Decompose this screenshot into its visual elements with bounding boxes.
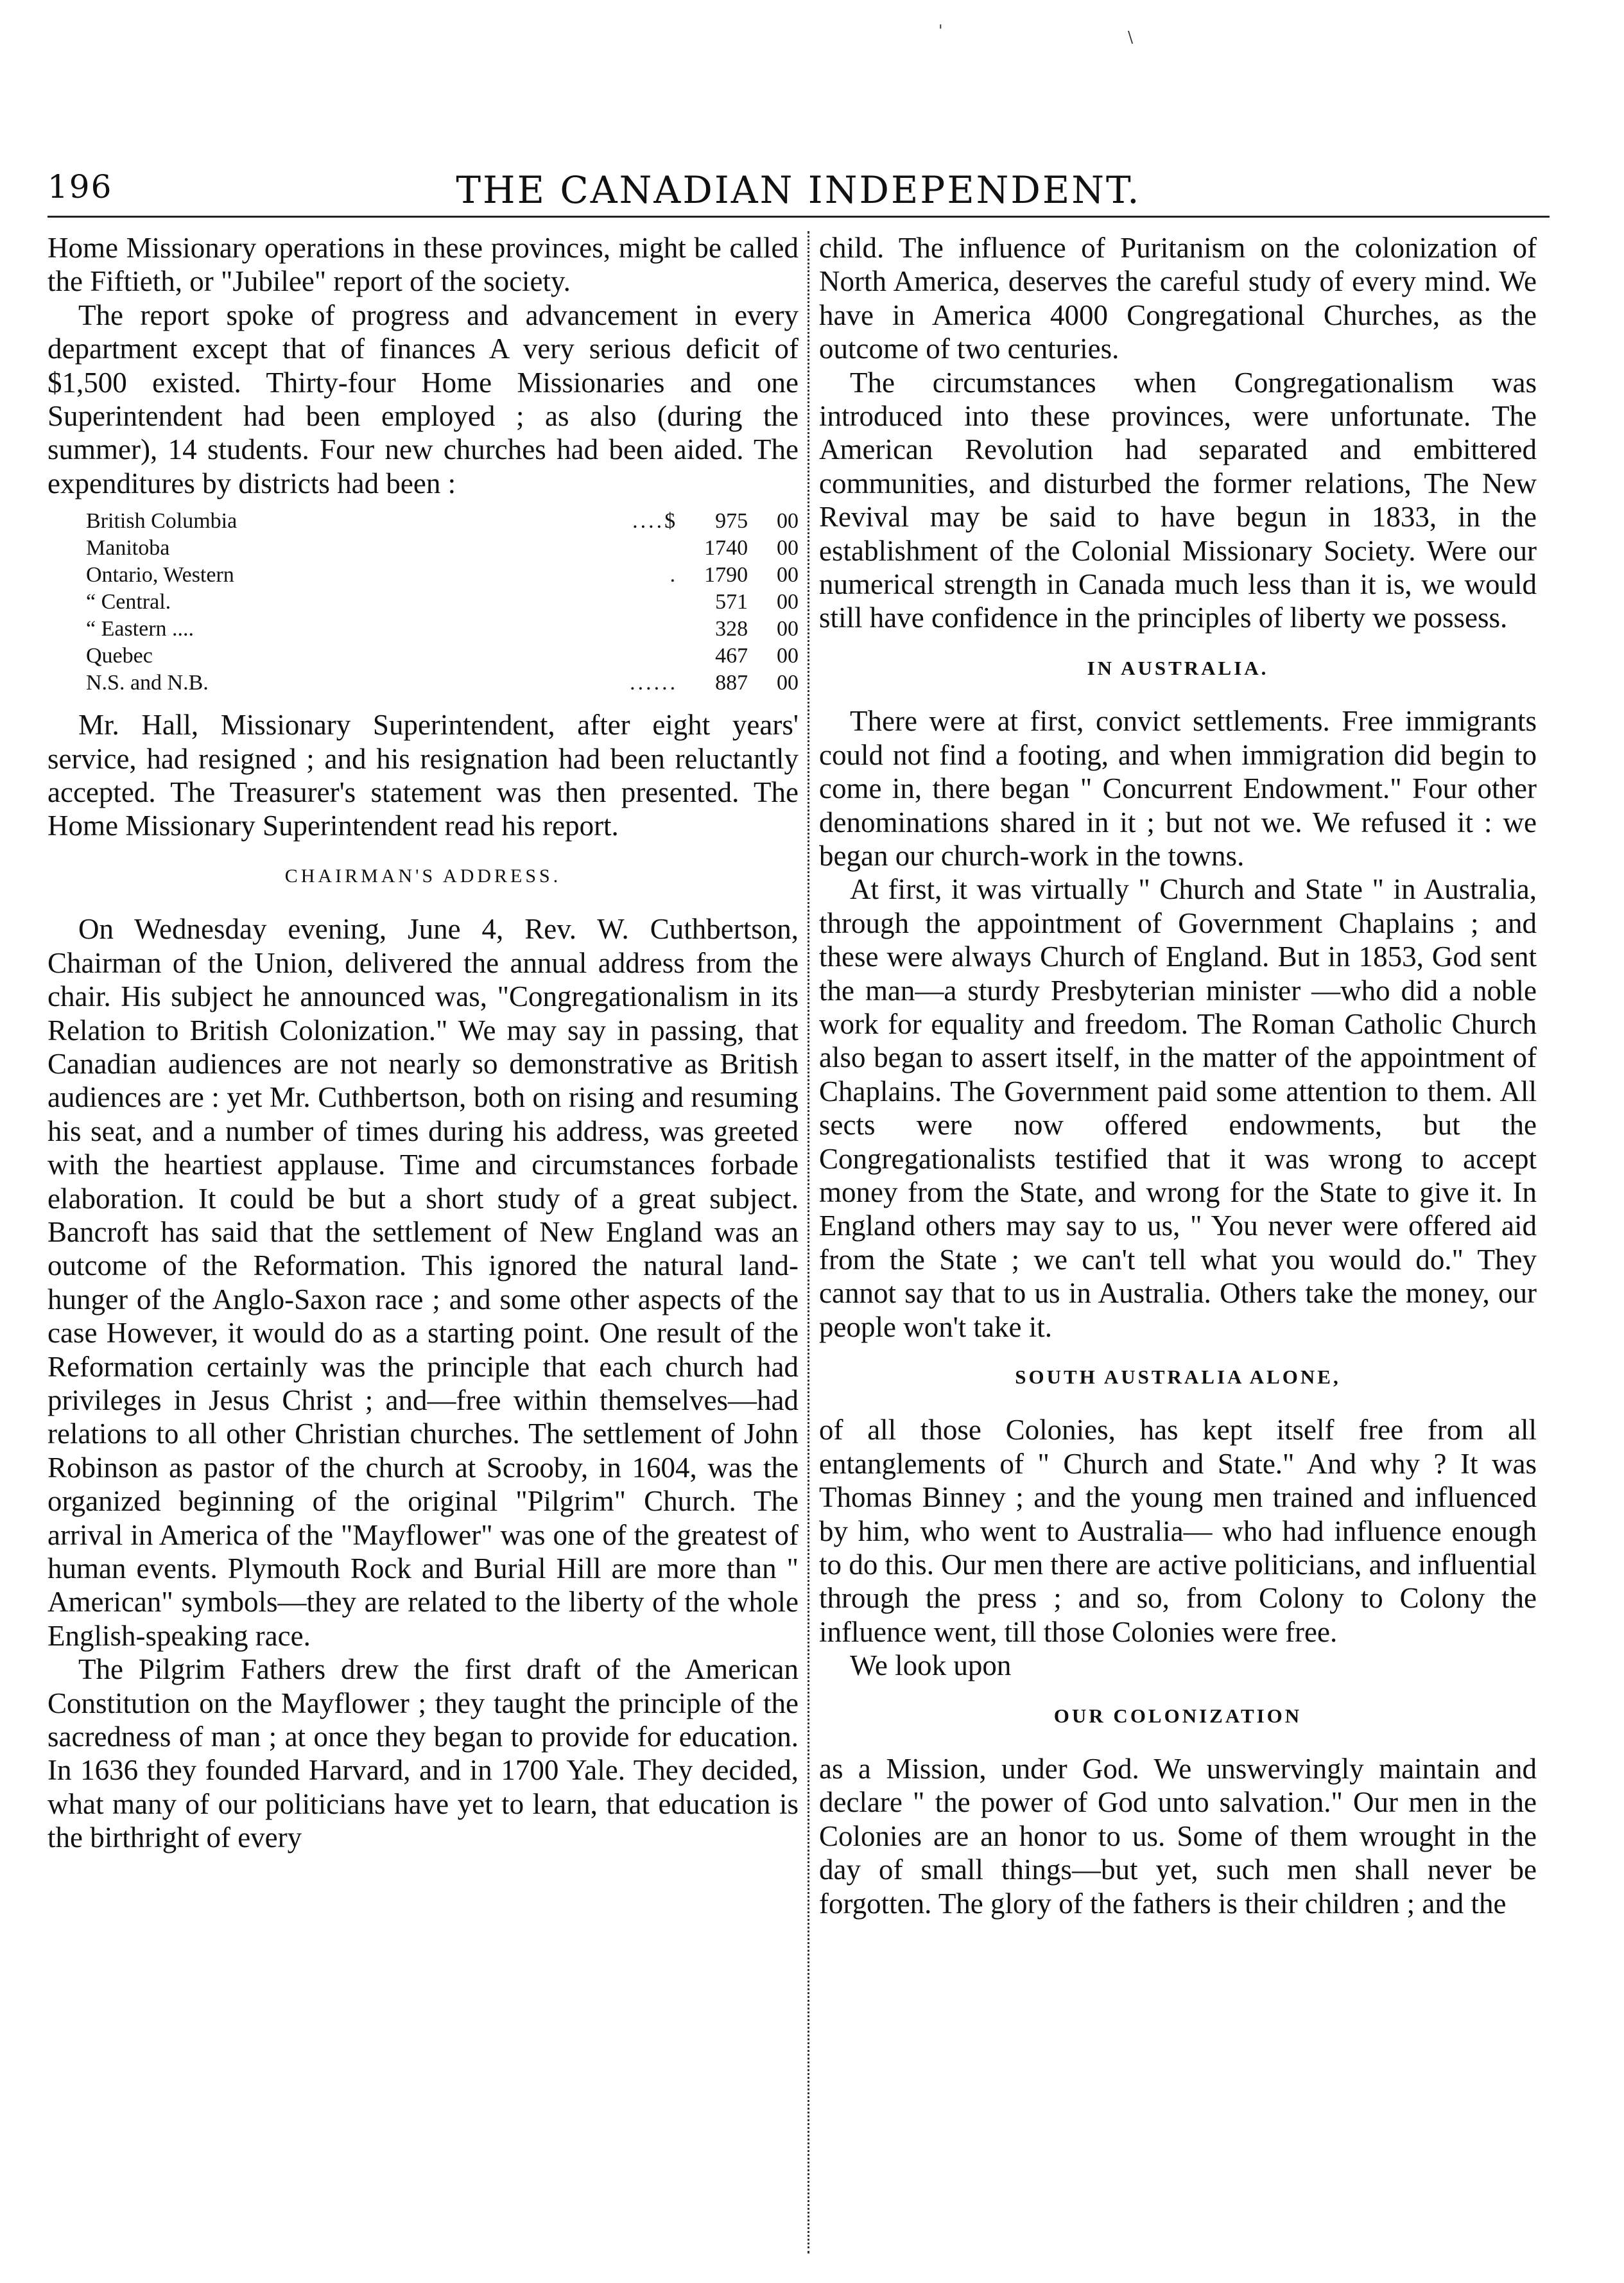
expenditure-leader: .	[669, 563, 678, 587]
expenditure-row	[48, 589, 799, 616]
expenditure-cents: 00	[777, 509, 799, 534]
paragraph: Mr. Hall, Missionary Superintendent, after eight years' service, had resigned ; and his resignation had been reluctantly accepted. The Treasurer's statement was then presented. The Home Missionary Superintendent read his report.	[48, 709, 799, 842]
expenditure-district: “ Eastern ....	[86, 617, 194, 641]
expenditure-amount: 975	[715, 509, 748, 534]
paragraph: We look upon	[850, 1649, 1012, 1682]
expenditure-district: N.S. and N.B.	[86, 671, 209, 695]
expenditure-leader	[545, 589, 678, 616]
left-column	[48, 231, 799, 1855]
paragraph: Home Missionary operations in these provinces, might be called the Fiftieth, or "Jubilee" report of the society.	[48, 232, 799, 298]
expenditure-table	[48, 508, 799, 697]
paragraph: There were at first, convict settlements. Free immigrants could not find a footing, and when immigration did begin to come in, there began " Concurrent Endowment." Four other denominations shared in it ; but not we. We refused it : we began our church-work in the towns.	[819, 705, 1537, 872]
paragraph: The circumstances when Congregationalism was introduced into these provinces, were unfortunate. The American Revolution had separated and embittered communities, and disturbed the former relations, The New Revival may be said to have begun in 1833, in the establishment of the Colonial Missionary Society. Were our numerical strength in Canada much less than it is, we would still have confidence in the principles of liberty we possess.	[819, 366, 1537, 634]
expenditure-cents: 00	[777, 671, 799, 695]
paragraph: The report spoke of progress and advancement in every department except that of finances A very serious deficit of $1,500 existed. Thirty-four Home Missionaries and one Superintendent had been employed ; as also (during the summer), 14 students. Four new churches had been aided. The expenditures by districts had been :	[48, 299, 799, 499]
expenditure-amount: 571	[715, 590, 748, 614]
expenditure-district: “ Central.	[86, 590, 171, 614]
expenditure-amount: 467	[715, 644, 748, 668]
expenditure-leader: ....$	[632, 509, 678, 534]
paragraph: At first, it was virtually " Church and State " in Australia, through the appointment of Government Chaplains ; and these were always Church of England. But in 1853, God sent the man—a sturdy Presbyterian minister —who did a noble work for equality and freedom. The Roman Catholic Church also began to assert itself, in the matter of the appointment of Chaplains. The Government paid some attention to them. All sects were now offered endowments, but the Congregationalists testified that it was wrong to accept money from the State, and wrong for the State to give it. In England others may say to us, " You never were offered aid from the State ; we can't tell what you would do." They cannot say that to us in Australia. Others take the money, our people won't take it.	[819, 873, 1537, 1343]
expenditure-amount: 328	[715, 617, 748, 641]
paragraph: On Wednesday evening, June 4, Rev. W. Cuthbertson, Chairman of the Union, delivered the annual address from the chair. His subject he announced was, "Congregationalism in its Relation to British Colonization." We may say in passing, that Canadian audiences are not nearly so demonstrative as British audiences are : yet Mr. Cuthbertson, both on rising and resuming his seat, and a number of times during his address, was greeted with the heartiest applause. Time and circumstances forbade elaboration. It could be but a short study of a great subject. Bancroft has said that the settlement of New England was an outcome of the Reformation. This ignored the natural land-hunger of the Anglo-Saxon race ; and some other aspects of the case However, it would do as a starting point. One result of the Reformation certainly was the principle that each church had privileges in Jesus Christ ; and—free within themselves—had relations to all other Christian churches. The settlement of John Robinson as pastor of the church at Scrooby, in 1604, was the organized beginning of the original "Pilgrim" Church. The arrival in America of the "Mayflower" was one of the greatest of human events. Plymouth Rock and Burial Hill are more than " American" symbols—they are related to the liberty of the whole English-speaking race.	[48, 913, 799, 1652]
expenditure-leader	[545, 535, 678, 562]
section-heading: IN AUSTRALIA.	[1087, 656, 1269, 679]
page-number: 196	[48, 168, 113, 205]
paragraph: child. The influence of Puritanism on the colonization of North America, deserves the careful study of every mind. We have in America 4000 Congregational Churches, as the outcome of two centuries.	[819, 232, 1537, 365]
expenditure-amount: 887	[715, 671, 748, 695]
expenditure-cents: 00	[777, 590, 799, 614]
expenditure-row	[48, 670, 799, 697]
expenditure-district: Ontario, Western	[86, 563, 234, 587]
section-heading: OUR COLONIZATION	[1053, 1704, 1302, 1727]
expenditure-district: British Columbia	[86, 509, 238, 534]
page-header	[48, 168, 1550, 212]
column-divider	[808, 231, 809, 2253]
expenditure-cents: 00	[777, 644, 799, 668]
expenditure-row	[48, 535, 799, 562]
expenditure-leader	[545, 643, 678, 670]
paragraph: as a Mission, under God. We unswervingly maintain and declare " the power of God unto salvation." Our men in the Colonies are an honor to us. Some of them wrought in the day of small things—but yet, such men shall never be forgotten. The glory of the fathers is their children ; and the	[819, 1753, 1537, 1920]
expenditure-leader	[545, 616, 678, 643]
expenditure-leader: ......	[630, 671, 678, 695]
paragraph: The Pilgrim Fathers drew the first draft of the American Constitution on the Mayflower ; they taught the principle of the sacredness of man ; at once they began to provide for education. In 1636 they founded Harvard, and in 1700 Yale. They decided, what many of our politicians have yet to learn, that education is the birthright of every	[48, 1653, 799, 1854]
right-column	[819, 231, 1537, 1920]
expenditure-row	[48, 616, 799, 643]
expenditure-cents: 00	[777, 563, 799, 587]
expenditure-cents: 00	[777, 536, 799, 560]
print-mark: '	[938, 22, 943, 40]
expenditure-row	[48, 562, 799, 589]
expenditure-amount: 1790	[704, 563, 748, 587]
section-heading: SOUTH AUSTRALIA ALONE,	[1015, 1366, 1341, 1388]
expenditure-district: Manitoba	[86, 536, 170, 560]
section-heading: CHAIRMAN'S ADDRESS.	[284, 865, 562, 887]
expenditure-cents: 00	[777, 617, 799, 641]
paragraph: of all those Colonies, has kept itself free from all entanglements of " Church and State." And why ? It was Thomas Binney ; and the young men trained and influenced by him, who went to Australia— who had influence enough to do this. Our men there are active politicians, and influential through the press ; and so, from Colony to Colony the influence went, till those Colonies were free.	[819, 1414, 1537, 1648]
header-rule	[48, 216, 1550, 218]
page-title: THE CANADIAN INDEPENDENT.	[456, 168, 1141, 212]
expenditure-district: Quebec	[86, 644, 153, 668]
print-mark: \	[1128, 28, 1134, 46]
expenditure-row	[48, 643, 799, 670]
expenditure-row	[48, 508, 799, 535]
expenditure-amount: 1740	[704, 536, 748, 560]
